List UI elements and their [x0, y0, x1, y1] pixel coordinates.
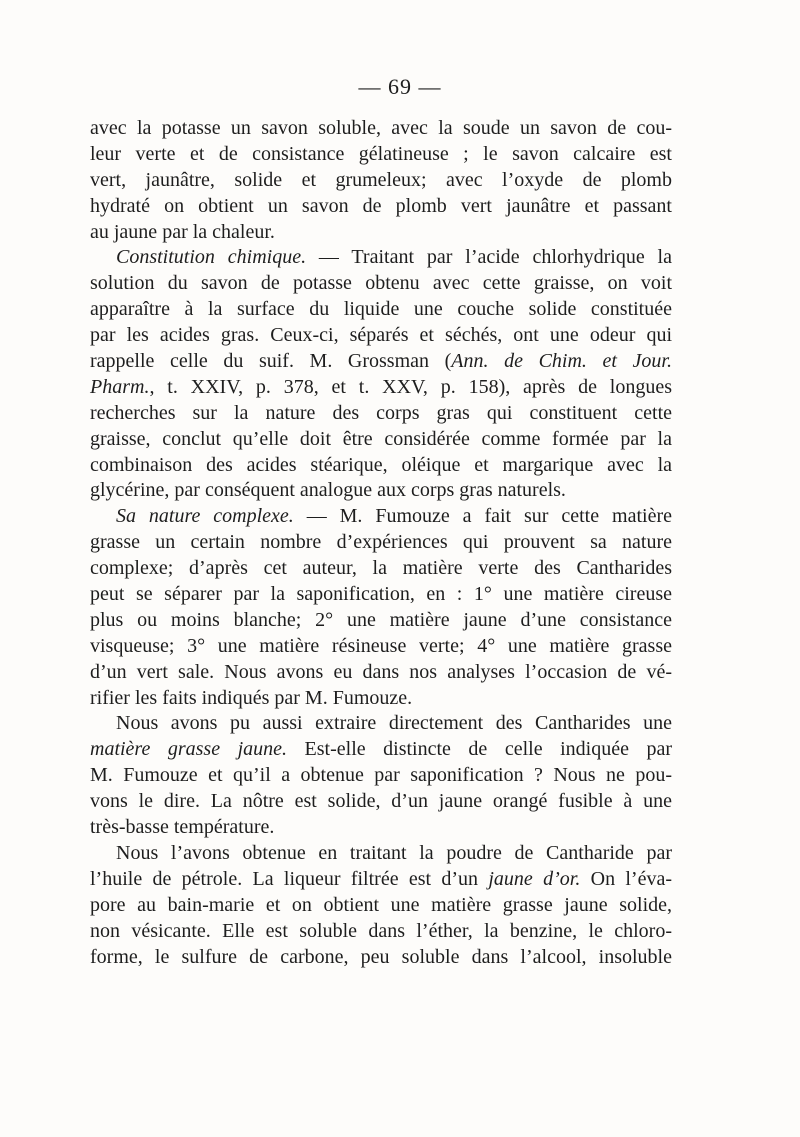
text-line: d’un vert sale. Nous avons eu dans nos analyses l’occasion de vé- [90, 660, 672, 683]
text-line: par les acides gras. Ceux-ci, séparés et séchés, ont une odeur qui [90, 324, 672, 347]
paragraph [90, 245, 672, 504]
text-run: l’huile de pétrole. La liqueur filtrée est d’un [90, 867, 489, 890]
section-heading: Sa nature complexe. [116, 505, 294, 528]
body-text [90, 116, 672, 970]
text-line: plus ou moins blanche; 2° une matière jaune d’une consistance [90, 608, 672, 631]
text-line: Nous l’avons obtenue en traitant la poudre de Cantharide par [116, 841, 672, 864]
text-line: au jaune par la chaleur. [90, 220, 275, 243]
text-line [90, 737, 672, 763]
text-line: hydraté on obtient un savon de plomb vert jaunâtre et passant [90, 194, 672, 217]
text-line: vert, jaunâtre, solide et grumeleux; avec l’oxyde de plomb [90, 168, 672, 191]
text-line: combinaison des acides stéarique, oléique et margarique avec la [90, 453, 672, 476]
text-run: , t. XXIV, p. 378, et t. XXV, p. 158), après de longues [149, 375, 672, 398]
text-run: Est-elle distincte de celle indiquée par [287, 738, 673, 761]
text-line: recherches sur la nature des corps gras qui constituent cette [90, 401, 672, 424]
text-line: peut se séparer par la saponification, en : 1° une matière cireuse [90, 583, 672, 606]
text-line: graisse, conclut qu’elle doit être considérée comme formée par la [90, 427, 672, 450]
citation: Pharm. [90, 375, 150, 398]
text-line: pore au bain-marie et on obtient une matière grasse jaune solide, [90, 893, 672, 916]
text-run: — M. Fumouze a fait sur cette matière [293, 505, 672, 528]
text-line: leur verte et de consistance gélatineuse ; le savon calcaire est [90, 142, 672, 165]
paragraph [90, 504, 672, 711]
paragraph [90, 711, 672, 840]
paragraph [90, 116, 672, 245]
text-line: vons le dire. La nôtre est solide, d’un jaune orangé fusible à une [90, 790, 672, 813]
text-line: avec la potasse un savon soluble, avec la soude un savon de cou- [90, 117, 672, 139]
text-run: On l’éva- [580, 867, 672, 890]
text-run: rappelle celle du suif. M. Grossman ( [90, 350, 452, 373]
citation: Ann. de Chim. et Jour. [451, 350, 673, 373]
text-line: grasse un certain nombre d’expériences qui prouvent sa nature [90, 531, 672, 554]
emphasis: jaune d’or. [488, 867, 581, 890]
text-line: non vésicante. Elle est soluble dans l’éther, la benzine, le chloro- [90, 919, 672, 942]
text-line [90, 504, 672, 530]
text-line: Nous avons pu aussi extraire directement des Cantharides une [116, 712, 672, 735]
text-line [90, 375, 672, 401]
text-line: rifier les faits indiqués par M. Fumouze. [90, 686, 413, 709]
text-line [90, 245, 672, 271]
section-heading: Constitution chimique. [116, 246, 307, 269]
text-line: M. Fumouze et qu’il a obtenue par saponification ? Nous ne pou- [90, 764, 672, 787]
text-line [90, 349, 672, 375]
text-line: visqueuse; 3° une matière résineuse verte; 4° une matière grasse [90, 634, 672, 657]
emphasis: matière grasse jaune. [90, 738, 288, 761]
text-line: très-basse température. [90, 816, 275, 839]
text-line: forme, le sulfure de carbone, peu soluble dans l’alcool, insoluble [90, 945, 672, 968]
text-line: apparaître à la surface du liquide une couche solide constituée [90, 298, 672, 321]
text-line: solution du savon de potasse obtenu avec cette graisse, on voit [90, 272, 672, 295]
text-line: complexe; d’après cet auteur, la matière verte des Cantharides [90, 557, 672, 580]
paragraph [90, 841, 672, 970]
text-line [90, 867, 672, 893]
page-number: — 69 — [358, 74, 442, 99]
text-run: — Traitant par l’acide chlorhydrique la [306, 246, 672, 269]
text-line: glycérine, par conséquent analogue aux corps gras naturels. [90, 479, 566, 502]
